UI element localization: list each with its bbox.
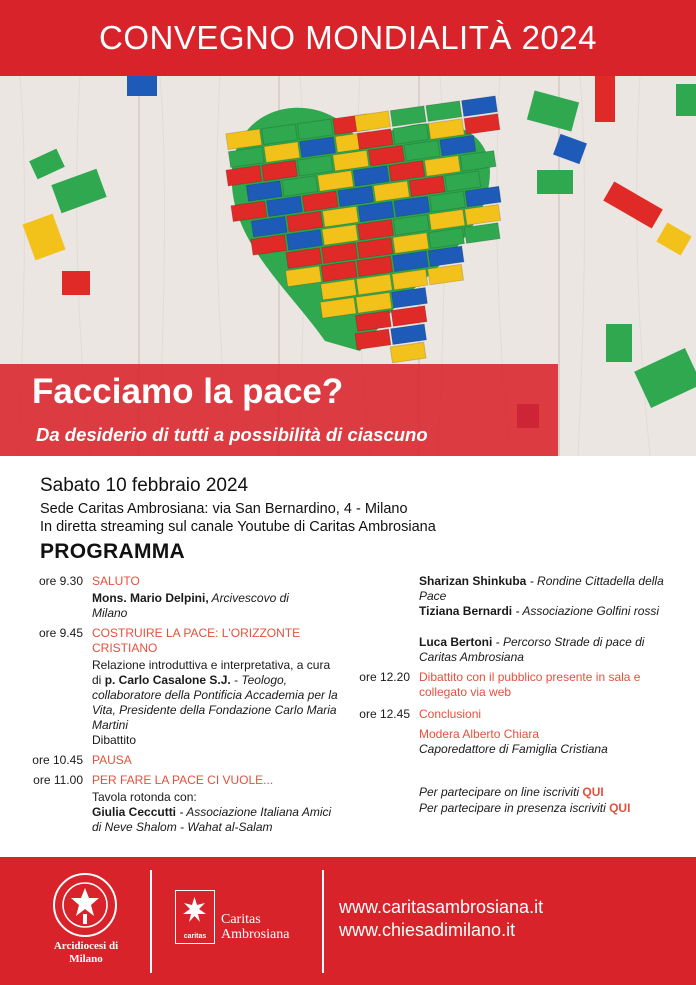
session-label: PAUSA [92, 753, 132, 767]
caritas-logo-box [175, 890, 215, 944]
register-presenza-text: Per partecipare in presenza iscriviti [419, 801, 606, 815]
register-presenza-link[interactable]: QUI [609, 801, 631, 815]
session-time: ore 10.45 [32, 753, 83, 767]
footer-links [339, 896, 543, 942]
caritas-box-label: caritas [183, 933, 207, 940]
session-orizzonte [0, 623, 360, 752]
session-time: ore 9.45 [38, 626, 83, 640]
speaker-role: - Associazione Golfini rossi [512, 604, 660, 618]
session-label: PER FARE LA PACE CI VUOLE... [92, 773, 274, 787]
panelist [419, 604, 674, 619]
speaker-role: - Rondine Cittadella della Pace [419, 574, 664, 603]
event-venue-block [40, 500, 436, 536]
caritas-name: Caritas Ambrosiana [221, 912, 290, 942]
speaker-separator: - [230, 673, 242, 687]
session-time: ore 12.20 [359, 670, 410, 684]
session-intro: Tavola rotonda con: [92, 790, 197, 804]
register-online [419, 785, 689, 800]
speaker-role: - Percorso Strade di pace di Caritas Ambrosiana [419, 635, 645, 664]
session-saluto [0, 574, 360, 623]
footer-divider [150, 870, 152, 973]
diocese-seal-icon [52, 872, 118, 938]
session-time: ore 12.45 [359, 707, 410, 721]
speaker-name: Luca Bertoni [419, 635, 493, 649]
panelist [92, 805, 340, 835]
hero-title: Facciamo la pace? [32, 372, 344, 411]
panelist [419, 635, 674, 665]
register-online-link[interactable]: QUI [582, 785, 604, 799]
session-time: ore 9.30 [38, 574, 83, 588]
session-time: ore 11.00 [33, 773, 83, 787]
event-date: Sabato 10 febbraio 2024 [40, 475, 249, 496]
programma-title: PROGRAMMA [40, 540, 186, 563]
event-streaming: In diretta streaming sul canale Youtube di Caritas Ambrosiana [40, 519, 436, 535]
register-online-text: Per partecipare on line iscriviti [419, 785, 580, 799]
session-label: COSTRUIRE LA PACE: L'ORIZZONTE CRISTIANO [92, 626, 301, 655]
caritas-flame-icon [176, 893, 213, 933]
speaker-role: - Associazione Italiana Amici di Neve Shalom - Wahat al-Salam [92, 805, 332, 834]
session-label: SALUTO [92, 574, 140, 588]
session-pausa [0, 752, 360, 773]
register-presenza [419, 801, 689, 816]
speaker-role: Teologo, collaboratore della Pontificia Accademia per la Vita, Presidente della Fondazione Carlo Maria Martini [92, 673, 338, 732]
header-banner [0, 0, 696, 76]
session-intro: Relazione introduttiva e interpretativa, a cura di [92, 658, 331, 687]
event-venue: Sede Caritas Ambrosiana: via San Bernardino, 4 - Milano [40, 501, 408, 517]
speaker-name: Tiziana Bernardi [419, 604, 513, 618]
footer-divider [322, 870, 324, 973]
session-fare-la-pace [0, 773, 360, 837]
url-caritas-link[interactable]: www.caritasambrosiana.it [339, 897, 544, 917]
speaker-role: Arcivescovo di Milano [92, 591, 289, 620]
programma-left-column [0, 574, 360, 837]
speaker-name: Giulia Ceccutti [92, 805, 177, 819]
moderator-role: Caporedattore di Famiglia Cristiana [419, 742, 608, 756]
session-label: Conclusioni [419, 707, 482, 721]
session-speaker [92, 591, 322, 621]
diocese-name: Arcidiocesi di Milano [53, 940, 119, 965]
speaker-name: p. Carlo Casalone S.J. [104, 673, 231, 687]
moderator-name: Modera Alberto Chiara [419, 727, 540, 741]
speaker-name: Mons. Mario Delpini, [92, 591, 209, 605]
session-extra: Dibattito [92, 733, 137, 747]
speaker-name: Sharizan Shinkuba [419, 574, 527, 588]
session-description [92, 658, 340, 733]
hero-subtitle: Da desiderio di tutti a possibilità di ciascuno [36, 424, 428, 445]
url-chiesa-link[interactable]: www.chiesadimilano.it [339, 920, 516, 940]
hero-title-bar [0, 364, 558, 456]
session-label: Dibattito con il pubblico presente in sala e collegato via web [419, 670, 641, 699]
page-title: CONVEGNO MONDIALITÀ 2024 [99, 19, 597, 56]
panelist [419, 574, 674, 604]
